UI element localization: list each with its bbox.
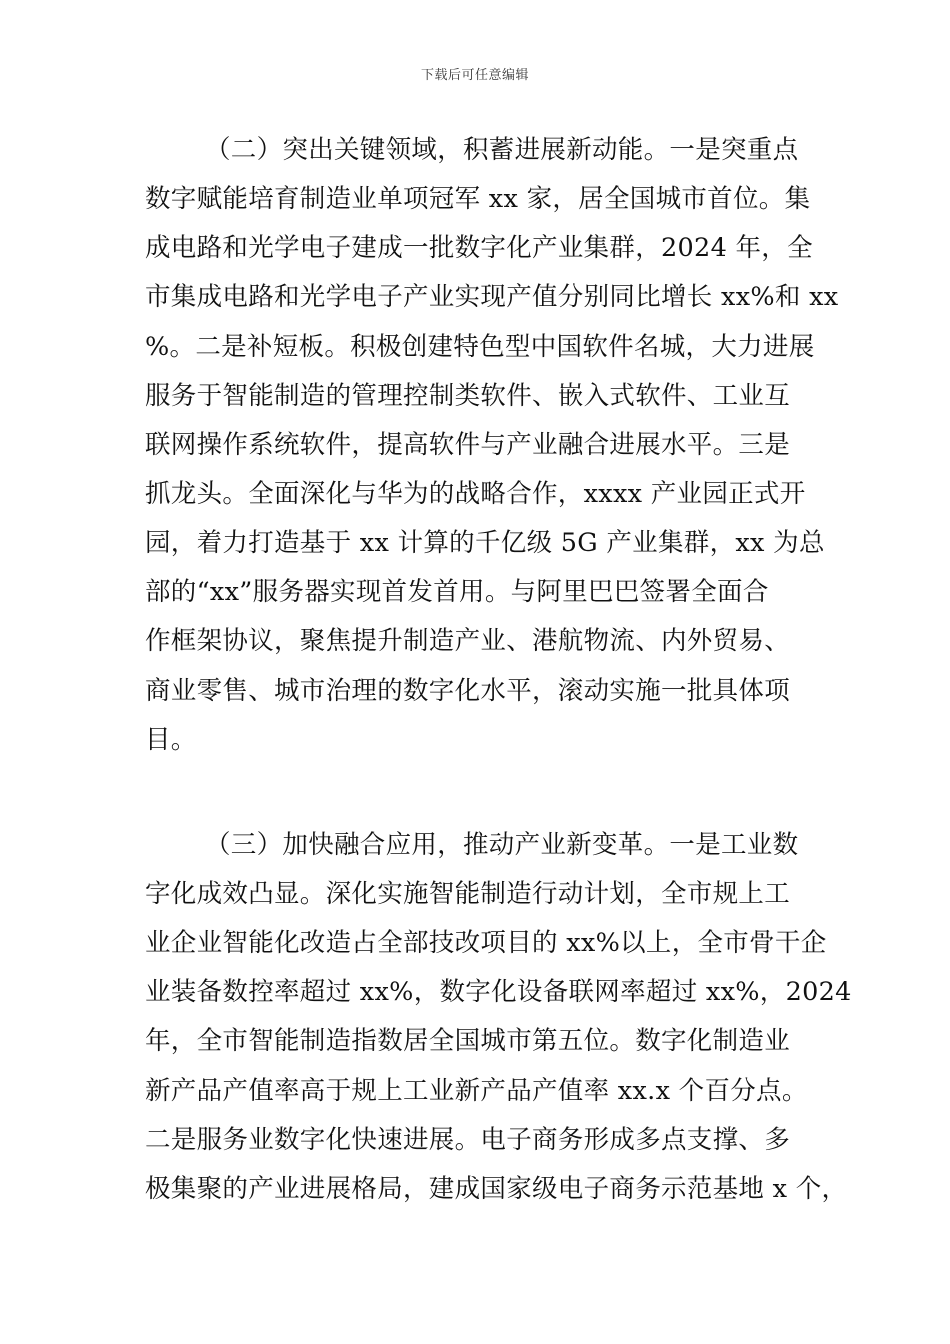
paragraph-3-line-7: 二是服务业数字化快速进展。电子商务形成多点支撑、多 — [145, 1125, 791, 1155]
paragraph-3-line-8: 极集聚的产业进展格局，建成国家级电子商务示范基地 x 个， — [145, 1174, 848, 1204]
paragraph-2-line-7: 联网操作系统软件，提高软件与产业融合进展水平。三是 — [145, 430, 791, 460]
paragraph-2-line-10: 部的“xx”服务器实现首发首用。与阿里巴巴签署全面合 — [145, 577, 769, 607]
page-header: 下载后可任意编辑 — [420, 68, 529, 83]
paragraph-2-line-12: 商业零售、城市治理的数字化水平，滚动实施一批具体项 — [145, 676, 791, 706]
paragraph-2-line-13: 目。 — [145, 725, 197, 755]
paragraph-3-line-3: 业企业智能化改造占全部技改项目的 xx%以上，全市骨干企 — [145, 928, 827, 958]
paragraph-3-line-6: 新产品产值率高于规上工业新产品产值率 xx.x 个百分点。 — [145, 1076, 808, 1106]
paragraph-3-line-4: 业装备数控率超过 xx%，数字化设备联网率超过 xx%，2024 — [145, 977, 852, 1007]
paragraph-2-line-6: 服务于智能制造的管理控制类软件、嵌入式软件、工业互 — [145, 381, 791, 411]
paragraph-2-line-2: 数字赋能培育制造业单项冠军 xx 家，居全国城市首位。集 — [145, 184, 811, 214]
paragraph-2-line-5: %。二是补短板。积极创建特色型中国软件名城，大力进展 — [145, 332, 815, 362]
paragraph-2-line-8: 抓龙头。全面深化与华为的战略合作，xxxx 产业园正式开 — [145, 479, 806, 509]
paragraph-2-line-3: 成电路和光学电子建成一批数字化产业集群，2024 年，全 — [145, 233, 813, 263]
paragraph-2-line-4: 市集成电路和光学电子产业实现产值分别同比增长 xx%和 xx — [145, 282, 839, 312]
paragraph-2-line-1: （二）突出关键领域，积蓄进展新动能。一是突重点 — [205, 135, 799, 165]
paragraph-3-line-1: （三）加快融合应用，推动产业新变革。一是工业数 — [205, 830, 799, 860]
paragraph-2-line-9: 园，着力打造基于 xx 计算的千亿级 5G 产业集群，xx 为总 — [145, 528, 825, 558]
paragraph-2-line-11: 作框架协议，聚焦提升制造产业、港航物流、内外贸易、 — [145, 626, 791, 656]
paragraph-3-line-5: 年，全市智能制造指数居全国城市第五位。数字化制造业 — [145, 1026, 791, 1056]
paragraph-3-line-2: 字化成效凸显。深化实施智能制造行动计划，全市规上工 — [145, 879, 791, 909]
